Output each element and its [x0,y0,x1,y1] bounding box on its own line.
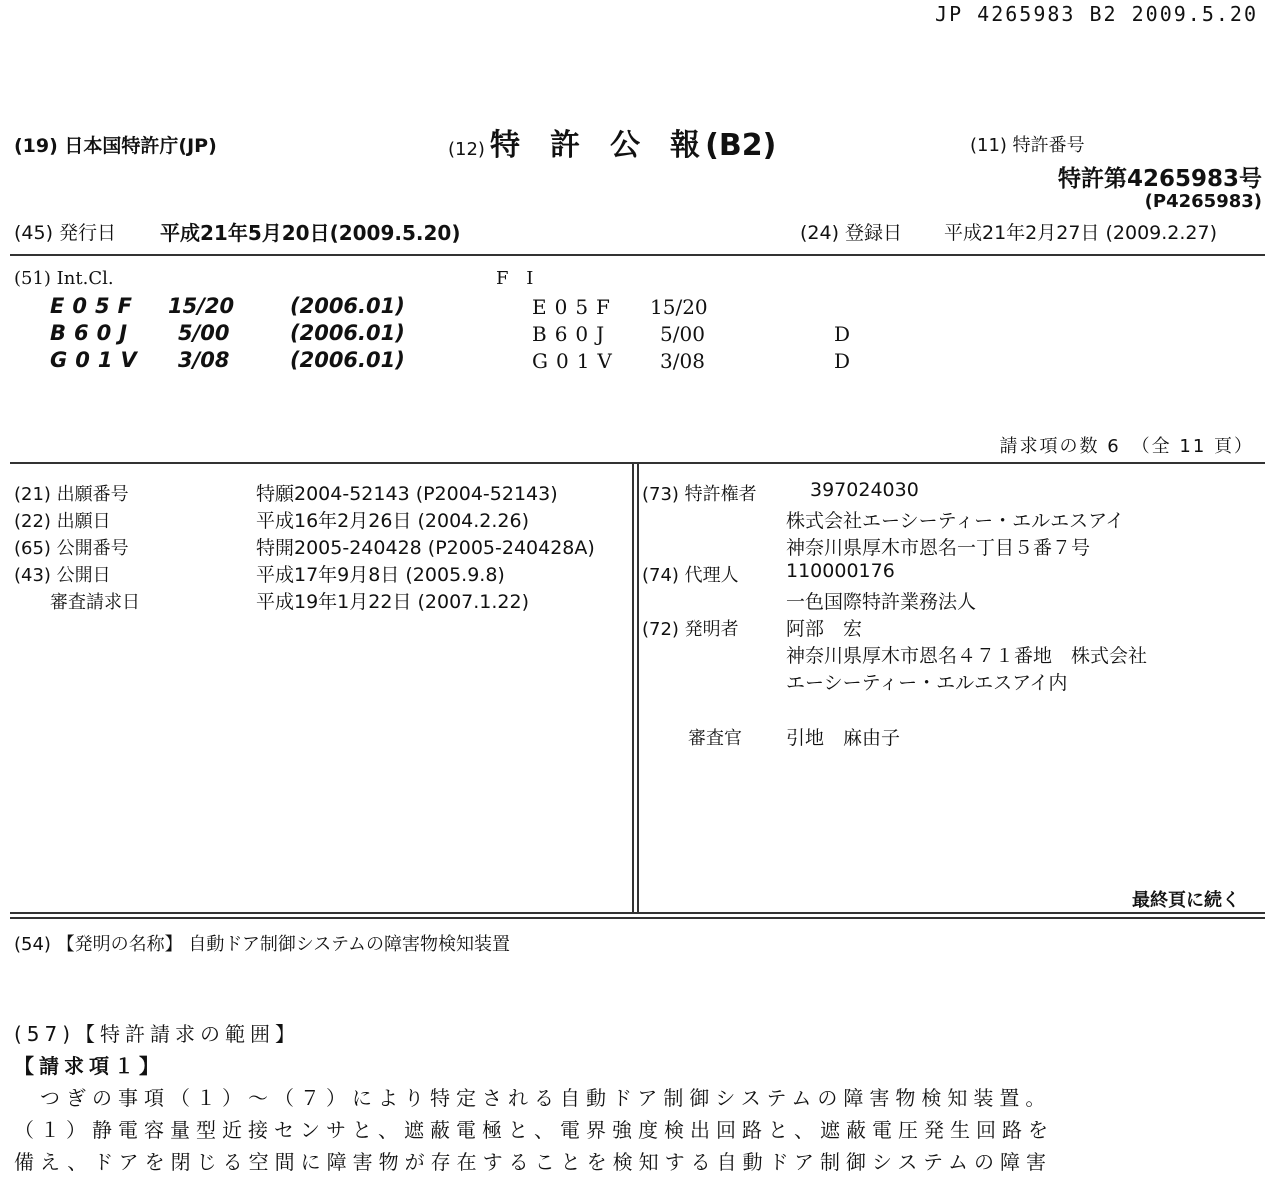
fi-mark: D [834,349,851,373]
examination-request-date-label: 審査請求日 [14,592,140,613]
claims-heading: (57)【特許請求の範囲】 [14,1022,301,1046]
examination-request-date-value: 平成19年1月22日 (2007.1.22) [256,591,530,613]
application-number-label: (21) 出願番号 [14,484,129,505]
intcl-label: (51) Int.Cl. [14,268,114,289]
invention-title: (54) 【発明の名称】 自動ドア制御システムの障害物検知装置 [14,934,511,955]
inventor-name: 阿部 宏 [786,618,863,640]
ipc-version: (2006.01) [290,294,405,318]
fi-code: E05F [532,295,618,319]
fi-label: F I [496,268,540,289]
ipc-version: (2006.01) [290,321,405,345]
patent-number-label: (11) 特許番号 [970,135,1085,156]
column-divider [632,464,634,914]
agent-id: 110000176 [786,560,895,582]
issuing-office: (19) 日本国特許庁(JP) [14,135,217,157]
claim-text-line: 備え、ドアを閉じる空間に障害物が存在することを検知する自動ドア制御システムの障害 [14,1150,1052,1174]
examiner-name: 引地 麻由子 [786,727,901,749]
claim-text-line: つぎの事項（１）～（７）により特定される自動ドア制御システムの障害物検知装置。 [40,1086,1052,1110]
ipc-code: G01V [50,348,145,372]
divider-bibliography-bottom [10,917,1265,919]
ipc-version: (2006.01) [290,348,405,372]
document-reference: JP 4265983 B2 2009.5.20 [935,2,1258,26]
filing-date-label: (22) 出願日 [14,511,111,532]
inventor-address-line1: 神奈川県厚木市恩名４７１番地 株式会社 [786,645,1148,667]
inventor-address-line2: エーシーティー・エルエスアイ内 [786,672,1068,694]
fi-code: G01V [532,349,620,373]
ipc-subclass: 5/00 [178,321,230,345]
registration-date-value: 平成21年2月27日 (2009.2.27) [944,222,1218,244]
publication-kind [448,120,776,164]
fi-subclass: 5/00 [660,322,705,346]
issue-date-label: (45) 発行日 [14,222,117,244]
patent-number-sub: (P4265983) [1144,191,1262,212]
patentee-address: 神奈川県厚木市恩名一丁目５番７号 [786,537,1091,559]
claim-number: 【請求項１】 [14,1054,164,1078]
examiner-label: 審査官 [688,728,742,749]
patentee-name: 株式会社エーシーティー・エルエスアイ [786,510,1125,532]
claim-text-line: （１）静電容量型近接センサと、遮蔽電極と、電界強度検出回路と、遮蔽電圧発生回路を [14,1118,1054,1142]
column-divider [637,464,639,914]
divider-dates [10,254,1265,256]
inventor-label: (72) 発明者 [642,619,739,640]
ipc-subclass: 3/08 [178,348,230,372]
publication-number-label: (65) 公開番号 [14,538,129,559]
issue-date-value: 平成21年5月20日(2009.5.20) [160,221,461,245]
fi-code: B60J [532,322,613,346]
fi-subclass: 15/20 [650,295,708,319]
divider-bibliography-bottom [10,912,1265,914]
patentee-label: (73) 特許権者 [642,484,757,505]
claims-count: 請求項の数 6 （全 11 頁） [999,436,1254,457]
fi-subclass: 3/08 [660,349,705,373]
agent-label: (74) 代理人 [642,565,739,586]
publication-date-label: (43) 公開日 [14,565,111,586]
ipc-code: B60J [50,321,136,345]
publication-kind-prefix: (12) [448,139,485,160]
ipc-code: E05F [50,294,140,318]
publication-kind-code: (B2) [705,128,777,163]
publication-date-value: 平成17年9月8日 (2005.9.8) [256,564,505,586]
ipc-subclass: 15/20 [168,294,235,318]
filing-date-value: 平成16年2月26日 (2004.2.26) [256,510,530,532]
patent-number: 特許第4265983号 [1057,166,1262,192]
application-number-value: 特願2004-52143 (P2004-52143) [256,483,558,505]
continued-note: 最終頁に続く [1132,890,1240,911]
fi-mark: D [834,322,851,346]
registration-date-label: (24) 登録日 [800,222,903,244]
publication-number-value: 特開2005-240428 (P2005-240428A) [256,537,595,559]
publication-kind-title: 特 許 公 報 [490,128,701,163]
patentee-id: 397024030 [810,479,919,501]
agent-name: 一色国際特許業務法人 [786,591,977,613]
